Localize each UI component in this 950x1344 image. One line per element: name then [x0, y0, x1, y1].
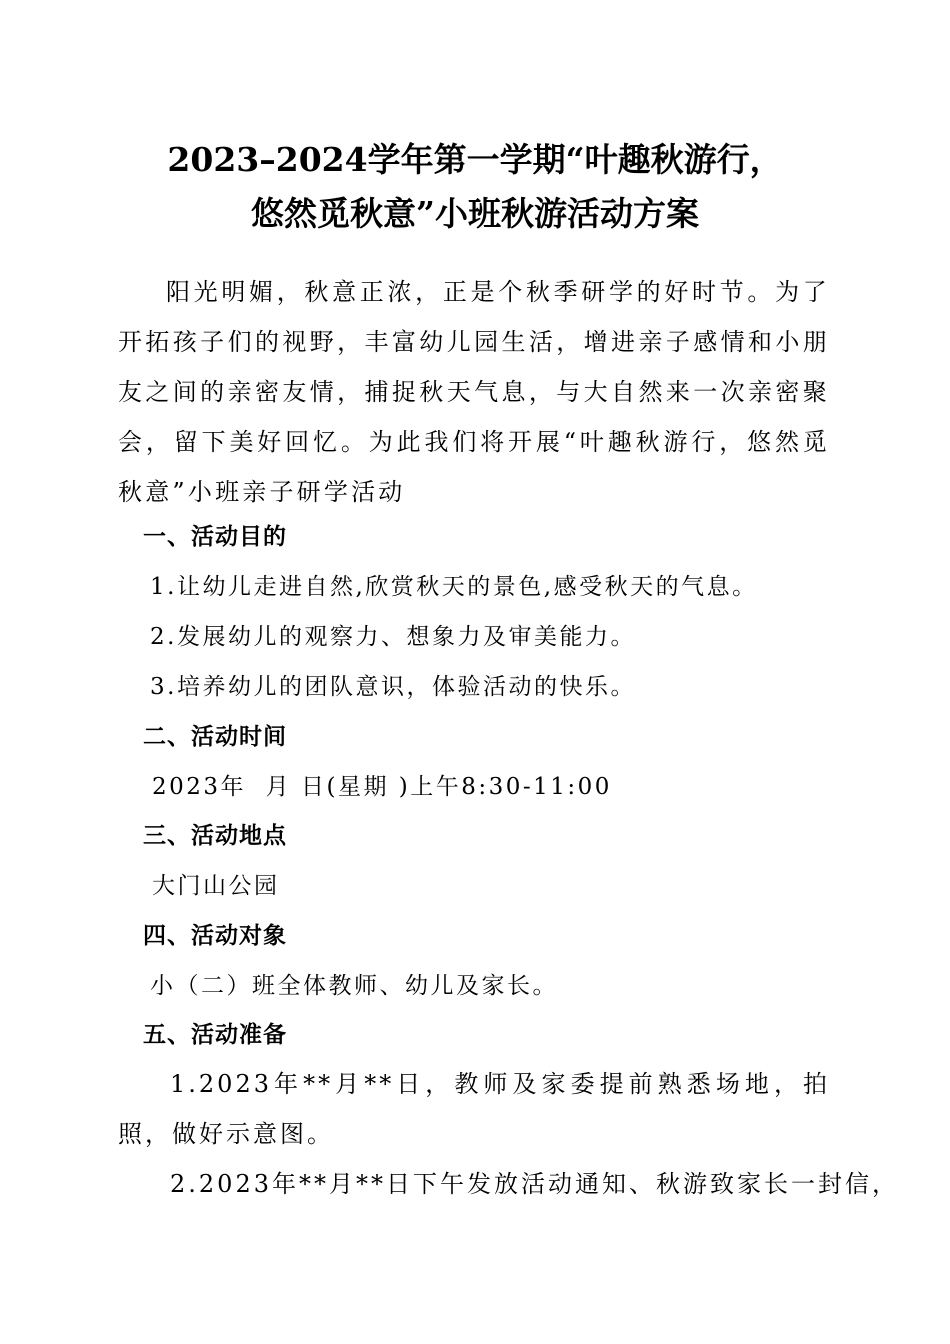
section-heading-time: 二、活动时间 — [143, 724, 287, 750]
preparation-item-1: 1.2023年**月**日，教师及家委提前熟悉场地，拍照，做好示意图。 — [118, 1070, 830, 1148]
document-title-line-1: 2023–2024学年第一学期“叶趣秋游行， — [167, 140, 783, 179]
document-title-line-2: 悠然觅秋意”小班秋游活动方案 — [251, 194, 699, 233]
activity-participants-text: 小（二）班全体教师、幼儿及家长。 — [150, 973, 558, 999]
purpose-item-2: 2.发展幼儿的观察力、想象力及审美能力。 — [150, 624, 636, 650]
purpose-item-1: 1.让幼儿走进自然,欣赏秋天的景色,感受秋天的气息。 — [150, 574, 758, 600]
section-heading-location: 三、活动地点 — [143, 823, 287, 849]
section-heading-purpose: 一、活动目的 — [143, 524, 287, 550]
intro-paragraph: 阳光明媚，秋意正浓，正是个秋季研学的好时节。为了开拓孩子们的视野，丰富幼儿园生活，增进亲子感情和小朋友之间的亲密友情，捕捉秋天气息，与大自然来一次亲密聚会，留下美好回忆。为此我们将开展“叶趣秋游行，悠然觅秋意”小班亲子研学活动 — [118, 278, 830, 506]
section-heading-participants: 四、活动对象 — [143, 923, 287, 949]
preparation-item-2: 2.2023年**月**日下午发放活动通知、秋游致家长一封信， — [170, 1170, 899, 1198]
activity-location-text: 大门山公园 — [152, 873, 280, 899]
activity-time-text: 2023年 月 日(星期 )上午8:30-11:00 — [152, 774, 612, 800]
purpose-item-3: 3.培养幼儿的团队意识，体验活动的快乐。 — [150, 674, 636, 700]
section-heading-preparation: 五、活动准备 — [143, 1022, 287, 1048]
